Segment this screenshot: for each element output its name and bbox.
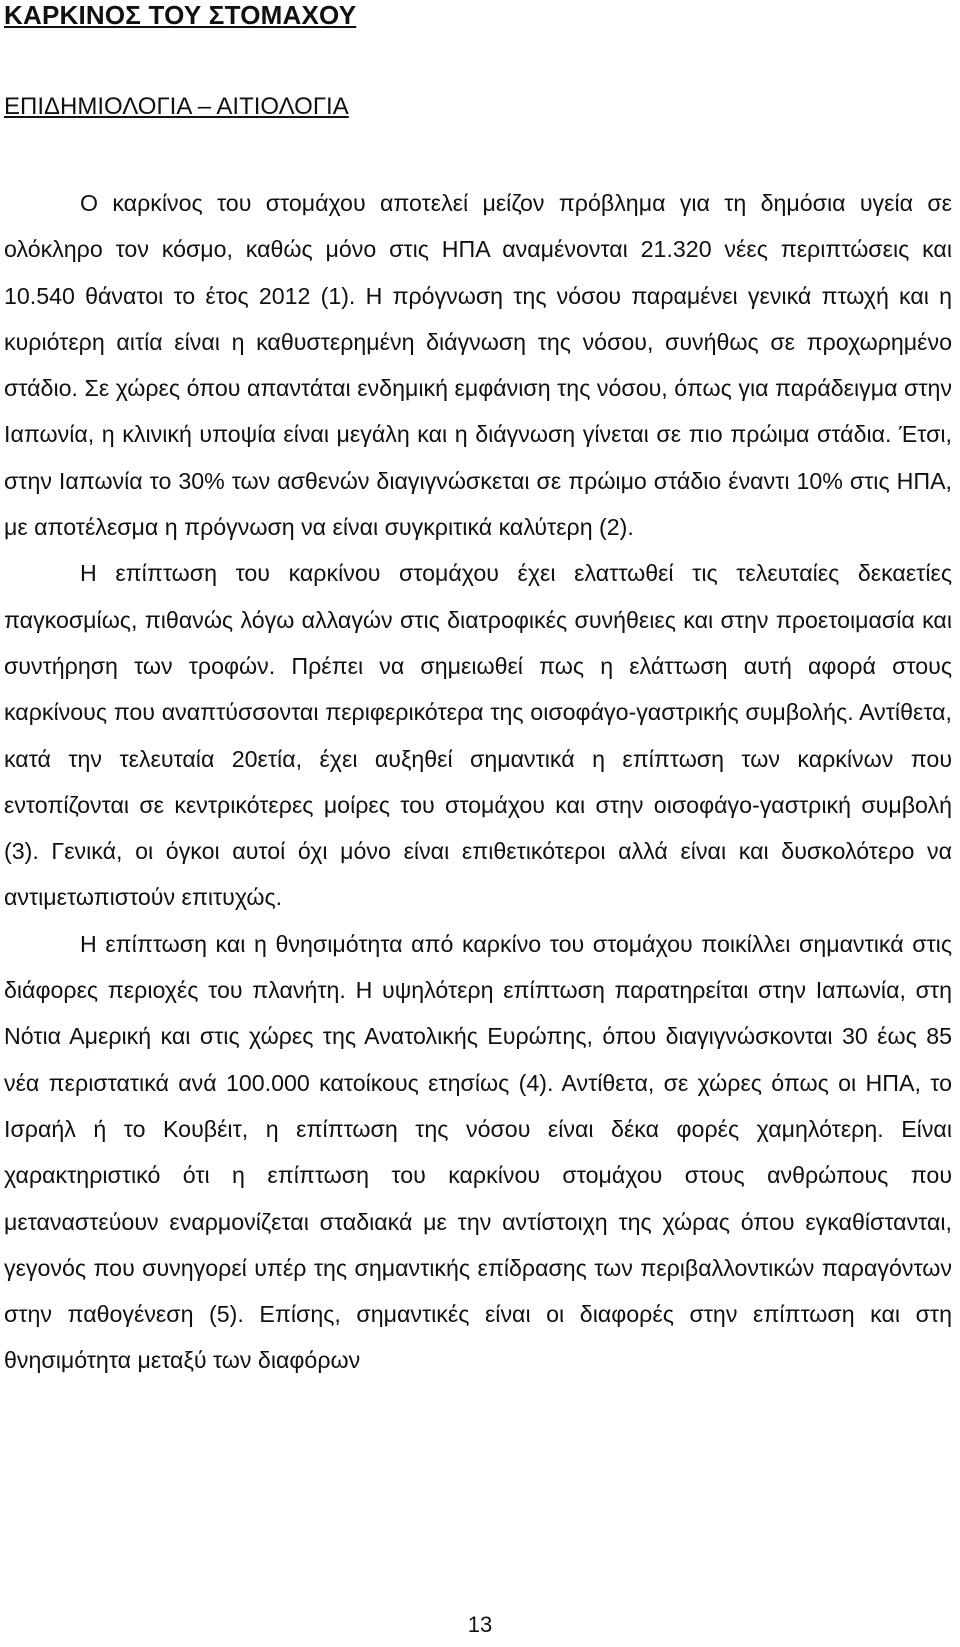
paragraph: Η επίπτωση του καρκίνου στομάχου έχει ελαττωθεί τις τελευταίες δεκαετίες παγκοσμίως, πιθανώς λόγω αλλαγών στις διατροφικές συνήθειες και στην προετοιμασία και συντήρηση των τροφών. Πρέπει να σημειωθεί πως η ελάττωση αυτή αφορά στους καρκίνους που αναπτύσσονται περιφερικότερα της οισοφάγο-γαστρικής συμβολής. Αντίθετα, κατά την τελευταία 20ετία, έχει αυξηθεί σημαντικά η επίπτωση των καρκίνων που εντοπίζονται σε κεντρικότερες μοίρες του στομάχου και στην οισοφάγο-γαστρική συμβολή (3). Γενικά, οι όγκοι αυτοί όχι μόνο είναι επιθετικότεροι αλλά είναι και δυσκολότερο να αντιμετωπιστούν επιτυχώς. <box>4 560 952 911</box>
section-heading: ΕΠΙΔΗΜΙΟΛΟΓΙΑ – ΑΙΤΙΟΛΟΓΙΑ <box>4 93 349 120</box>
paragraph: Ο καρκίνος του στομάχου αποτελεί μείζον πρόβλημα για τη δημόσια υγεία σε ολόκληρο τον κόσμο, καθώς μόνο στις ΗΠΑ αναμένονται 21.320 νέες περιπτώσεις και 10.540 θάνατοι το έτος 2012 (1). Η πρόγνωση της νόσου παραμένει γενικά πτωχή και η κυριότερη αιτία είναι η καθυστερημένη διάγνωση της νόσου, συνήθως σε προχωρημένο στάδιο. Σε χώρες όπου απαντάται ενδημική εμφάνιση της νόσου, όπως για παράδειγμα στην Ιαπωνία, η κλινική υποψία είναι μεγάλη και η διάγνωση γίνεται σε πιο πρώιμα στάδια. Έτσι, στην Ιαπωνία το 30% των ασθενών διαγιγνώσκεται σε πρώιμο στάδιο έναντι 10% στις ΗΠΑ, με αποτέλεσμα η πρόγνωση να είναι συγκριτικά καλύτερη (2). <box>4 190 952 541</box>
document-title: ΚΑΡΚΙΝΟΣ ΤΟΥ ΣΤΟΜΑΧΟΥ <box>4 0 357 30</box>
body-text <box>4 180 952 1384</box>
paragraph: Η επίπτωση και η θνησιμότητα από καρκίνο του στομάχου ποικίλλει σημαντικά στις διάφορες περιοχές του πλανήτη. Η υψηλότερη επίπτωση παρατηρείται στην Ιαπωνία, στη Νότια Αμερική και στις χώρες της Ανατολικής Ευρώπης, όπου διαγιγνώσκονται 30 έως 85 νέα περιστατικά ανά 100.000 κατοίκους ετησίως (4). Αντίθετα, σε χώρες όπως οι ΗΠΑ, το Ισραήλ ή το Κουβέιτ, η επίπτωση της νόσου είναι δέκα φορές χαμηλότερη. Είναι χαρακτηριστικό ότι η επίπτωση του καρκίνου στομάχου στους ανθρώπους που μεταναστεύουν εναρμονίζεται σταδιακά με την αντίστοιχη της χώρας όπου εγκαθίστανται, γεγονός που συνηγορεί υπέρ της σημαντικής επίδρασης των περιβαλλοντικών παραγόντων στην παθογένεση (5). Επίσης, σημαντικές είναι οι διαφορές στην επίπτωση και στη θνησιμότητα μεταξύ των διαφόρων <box>4 930 952 1374</box>
page-number: 13 <box>467 1612 493 1637</box>
